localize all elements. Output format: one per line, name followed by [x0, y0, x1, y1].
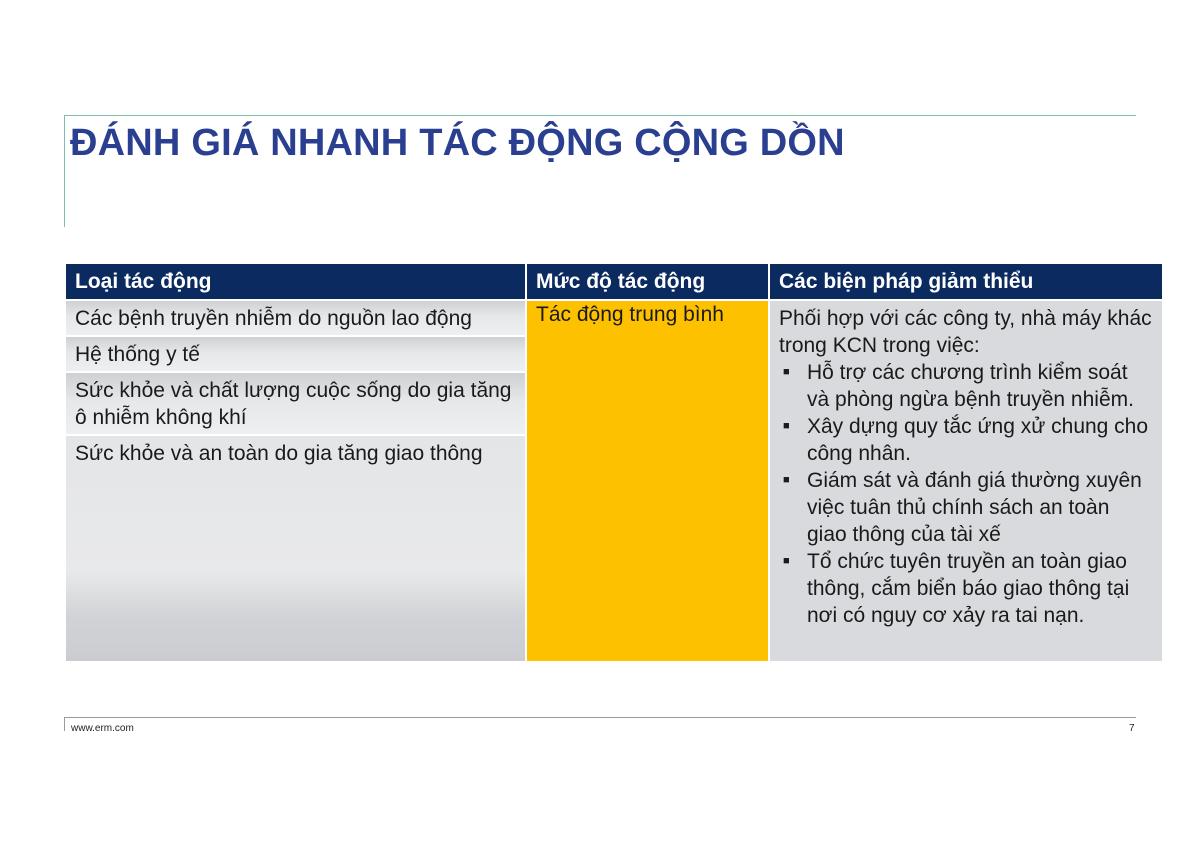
footer-url: www.erm.com	[71, 723, 134, 734]
square-bullet-icon: ■	[783, 366, 790, 378]
mitigation-measures-cell	[769, 300, 1163, 662]
header-impact-type: Loại tác động	[65, 264, 526, 300]
header-impact-level: Mức độ tác động	[526, 264, 769, 300]
measure-text: Giám sát và đánh giá thường xuyên việc tuân thủ chính sách an toàn giao thông của tài xế	[807, 469, 1142, 546]
measures-list	[779, 359, 1152, 629]
page-number: 7	[1129, 723, 1135, 734]
square-bullet-icon: ■	[783, 474, 790, 486]
measure-text: Xây dựng quy tắc ứng xử chung cho công nhân.	[807, 415, 1149, 465]
list-item	[779, 359, 1152, 413]
table-row	[65, 300, 1163, 336]
slide-title: ĐÁNH GIÁ NHANH TÁC ĐỘNG CỘNG DỒN	[70, 122, 845, 164]
impact-level-cell: Tác động trung bình	[526, 300, 769, 662]
header-mitigation-measures: Các biện pháp giảm thiểu	[769, 264, 1163, 300]
impact-type-cell: Các bệnh truyền nhiễm do nguồn lao động	[65, 300, 526, 336]
square-bullet-icon: ■	[783, 420, 790, 432]
measure-text: Hỗ trợ các chương trình kiểm soát và phòng ngừa bệnh truyền nhiễm.	[807, 361, 1134, 411]
square-bullet-icon: ■	[783, 555, 790, 567]
impact-type-cell: Sức khỏe và chất lượng cuộc sống do gia tăng ô nhiễm không khí	[65, 372, 526, 435]
table-header-row	[65, 264, 1163, 300]
footer-divider	[64, 717, 1136, 731]
list-item	[779, 467, 1152, 548]
list-item	[779, 413, 1152, 467]
list-item	[779, 548, 1152, 629]
impact-type-cell: Hệ thống y tế	[65, 336, 526, 372]
measures-intro: Phối hợp với các công ty, nhà máy khác trong KCN trong việc:	[779, 307, 1152, 357]
impact-type-cell: Sức khỏe và an toàn do gia tăng giao thông	[65, 435, 526, 662]
impact-table	[64, 264, 1164, 663]
measure-text: Tổ chức tuyên truyền an toàn giao thông, cắm biển báo giao thông tại nơi có nguy cơ xảy ra tai nạn.	[807, 550, 1130, 627]
